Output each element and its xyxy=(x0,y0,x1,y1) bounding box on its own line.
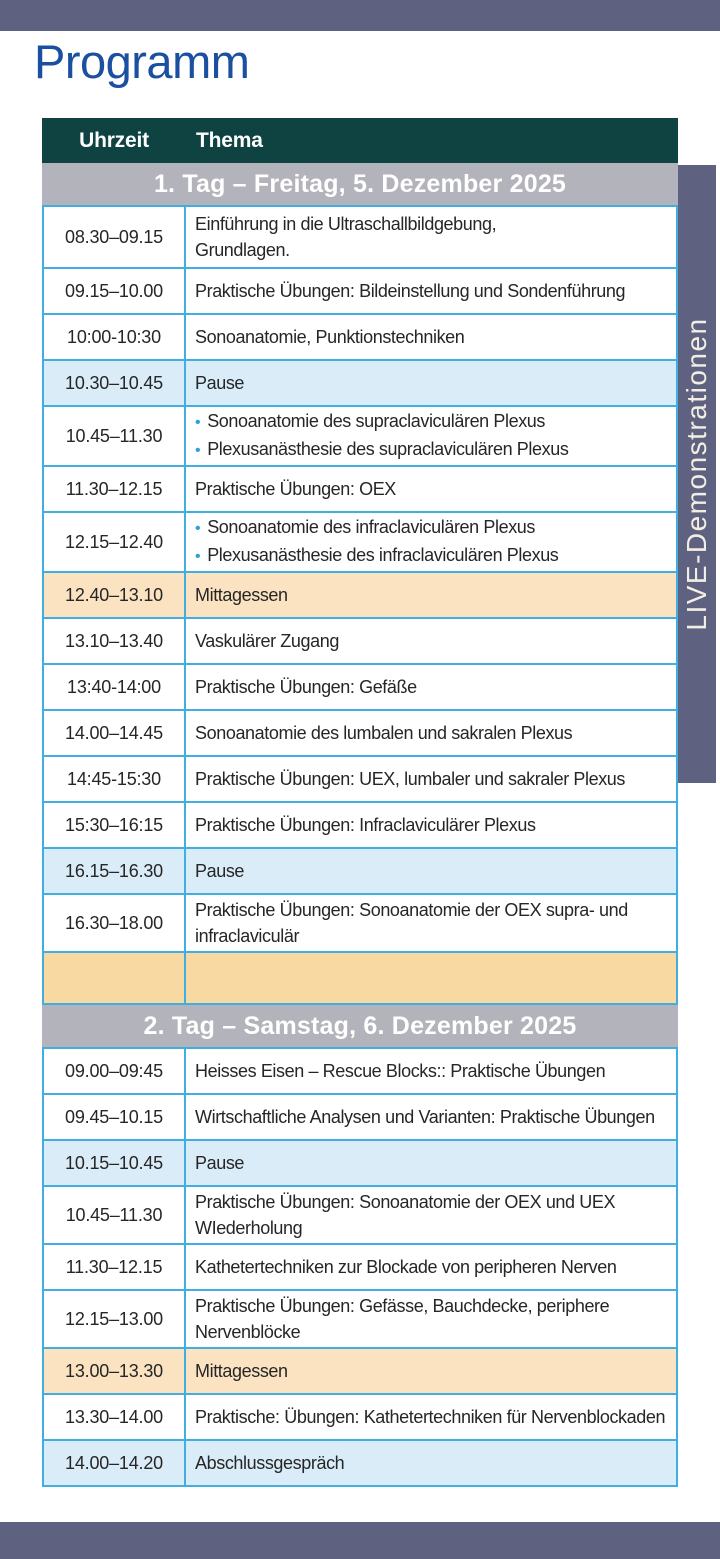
program-table xyxy=(42,118,678,1487)
thema-cell xyxy=(186,803,676,847)
topic-line: Sonoanatomie des lumbalen und sakralen Plexus xyxy=(195,723,573,743)
table-row xyxy=(42,1187,678,1245)
table-row-lunch xyxy=(42,1349,678,1395)
time-cell: 09.00–09:45 xyxy=(44,1049,186,1093)
topic-line: Wirtschaftliche Analysen und Varianten: Praktische Übungen xyxy=(195,1107,655,1127)
time-cell: 14:45-15:30 xyxy=(44,757,186,801)
topic-line: Pause xyxy=(195,861,245,881)
thema-cell xyxy=(186,407,676,465)
time-cell: 10.15–10.45 xyxy=(44,1141,186,1185)
topic-line: Praktische Übungen: Sonoanatomie der OEX und UEX xyxy=(195,1192,616,1212)
topic-line: Praktische Übungen: Bildeinstellung und Sondenführung xyxy=(195,281,626,301)
topic-line: infraclaviculär xyxy=(195,926,300,946)
table-row xyxy=(42,1245,678,1291)
topic-line: WIederholung xyxy=(195,1218,303,1238)
topic-line: Praktische Übungen: Gefäße xyxy=(195,677,417,697)
thema-cell xyxy=(186,467,676,511)
time-cell: 09.15–10.00 xyxy=(44,269,186,313)
topic-line xyxy=(195,542,672,570)
table-row-pause xyxy=(42,1441,678,1487)
time-cell: 13.30–14.00 xyxy=(44,1395,186,1439)
thema-cell xyxy=(186,1095,676,1139)
time-cell: 16.15–16.30 xyxy=(44,849,186,893)
thema-cell xyxy=(186,1349,676,1393)
time-cell: 09.45–10.15 xyxy=(44,1095,186,1139)
topic-line: Sonoanatomie, Punktionstechniken xyxy=(195,327,465,347)
topic-line: Vaskulärer Zugang xyxy=(195,631,339,651)
table-row xyxy=(42,467,678,513)
time-cell: 12.15–12.40 xyxy=(44,513,186,571)
bullet-icon: • xyxy=(195,414,201,431)
topic-line: Praktische Übungen: UEX, lumbaler und sakraler Plexus xyxy=(195,769,626,789)
table-row-lunch xyxy=(42,573,678,619)
table-row xyxy=(42,269,678,315)
thema-cell xyxy=(186,1441,676,1485)
table-row xyxy=(42,803,678,849)
thema-cell xyxy=(186,207,676,267)
thema-cell xyxy=(186,1187,676,1243)
thema-cell xyxy=(186,1291,676,1347)
bullet-text: Sonoanatomie des infraclaviculären Plexus xyxy=(207,517,536,537)
topic-line xyxy=(195,408,672,436)
thema-cell xyxy=(186,665,676,709)
time-cell: 10:00-10:30 xyxy=(44,315,186,359)
top-bar xyxy=(0,0,720,31)
thema-cell xyxy=(186,361,676,405)
table-row xyxy=(42,895,678,953)
column-header-uhrzeit: Uhrzeit xyxy=(79,128,149,152)
table-row xyxy=(42,205,678,269)
thema-cell xyxy=(186,513,676,571)
bullet-icon: • xyxy=(195,442,201,459)
table-row xyxy=(42,1291,678,1349)
table-row xyxy=(42,407,678,467)
topic-line: Praktische Übungen: Infraclaviculärer Plexus xyxy=(195,815,536,835)
thema-cell xyxy=(186,1245,676,1289)
thema-cell xyxy=(186,1049,676,1093)
thema-cell xyxy=(186,711,676,755)
thema-cell xyxy=(186,619,676,663)
time-cell: 11.30–12.15 xyxy=(44,1245,186,1289)
page-title: Programm xyxy=(34,35,250,88)
time-cell: 13.00–13.30 xyxy=(44,1349,186,1393)
time-cell: 16.30–18.00 xyxy=(44,895,186,951)
time-cell xyxy=(44,953,186,1003)
topic-line: Praktische: Übungen: Kathetertechniken für Nervenblockaden xyxy=(195,1407,666,1427)
bottom-bar xyxy=(0,1522,720,1559)
time-cell: 10.30–10.45 xyxy=(44,361,186,405)
time-cell: 14.00–14.45 xyxy=(44,711,186,755)
topic-line: Praktische Übungen: Gefässe, Bauchdecke, periphere xyxy=(195,1296,610,1316)
table-row xyxy=(42,711,678,757)
live-demonstrations-banner xyxy=(678,165,716,783)
day2-band: 2. Tag – Samstag, 6. Dezember 2025 xyxy=(42,1005,678,1047)
topic-line xyxy=(195,436,672,464)
table-row xyxy=(42,513,678,573)
topic-line: Praktische Übungen: Sonoanatomie der OEX supra- und xyxy=(195,900,628,920)
table-row xyxy=(42,315,678,361)
table-row xyxy=(42,1095,678,1141)
time-cell: 13:40-14:00 xyxy=(44,665,186,709)
time-cell: 11.30–12.15 xyxy=(44,467,186,511)
topic-line: Nervenblöcke xyxy=(195,1322,301,1342)
thema-cell xyxy=(186,573,676,617)
table-row xyxy=(42,665,678,711)
bullet-icon: • xyxy=(195,548,201,565)
thema-cell xyxy=(186,1141,676,1185)
time-cell: 10.45–11.30 xyxy=(44,1187,186,1243)
bullet-text: Sonoanatomie des supraclaviculären Plexus xyxy=(207,411,546,431)
topic-line: Pause xyxy=(195,373,245,393)
topic-line: Abschlussgespräch xyxy=(195,1453,345,1473)
thema-cell xyxy=(186,849,676,893)
live-demonstrations-label: LIVE-Demonstrationen xyxy=(681,317,712,631)
column-header-thema: Thema xyxy=(196,128,263,152)
topic-line: Einführung in die Ultraschallbildgebung, xyxy=(195,214,497,234)
thema-cell xyxy=(186,757,676,801)
topic-line: Praktische Übungen: OEX xyxy=(195,479,396,499)
time-cell: 14.00–14.20 xyxy=(44,1441,186,1485)
table-row xyxy=(42,619,678,665)
thema-cell xyxy=(186,895,676,951)
topic-line: Kathetertechniken zur Blockade von peripheren Nerven xyxy=(195,1257,617,1277)
topic-line: Grundlagen. xyxy=(195,240,290,260)
thema-cell xyxy=(186,315,676,359)
time-cell: 15:30–16:15 xyxy=(44,803,186,847)
table-row-empty xyxy=(42,953,678,1005)
table-row xyxy=(42,1047,678,1095)
table-header xyxy=(42,118,678,163)
table-row-pause xyxy=(42,1141,678,1187)
bullet-text: Plexusanästhesie des supraclaviculären Plexus xyxy=(207,439,569,459)
thema-cell xyxy=(186,953,676,1003)
topic-line xyxy=(195,514,672,542)
topic-line: Mittagessen xyxy=(195,585,288,605)
table-row-pause xyxy=(42,361,678,407)
bullet-icon: • xyxy=(195,520,201,537)
thema-cell xyxy=(186,269,676,313)
bullet-text: Plexusanästhesie des infraclaviculären Plexus xyxy=(207,545,559,565)
table-row xyxy=(42,757,678,803)
table-row-pause xyxy=(42,849,678,895)
topic-line: Heisses Eisen – Rescue Blocks:: Praktische Übungen xyxy=(195,1061,606,1081)
time-cell: 12.15–13.00 xyxy=(44,1291,186,1347)
time-cell: 12.40–13.10 xyxy=(44,573,186,617)
thema-cell xyxy=(186,1395,676,1439)
topic-line: Pause xyxy=(195,1153,245,1173)
time-cell: 10.45–11.30 xyxy=(44,407,186,465)
table-row xyxy=(42,1395,678,1441)
topic-line: Mittagessen xyxy=(195,1361,288,1381)
time-cell: 13.10–13.40 xyxy=(44,619,186,663)
time-cell: 08.30–09.15 xyxy=(44,207,186,267)
day1-band: 1. Tag – Freitag, 5. Dezember 2025 xyxy=(42,163,678,205)
